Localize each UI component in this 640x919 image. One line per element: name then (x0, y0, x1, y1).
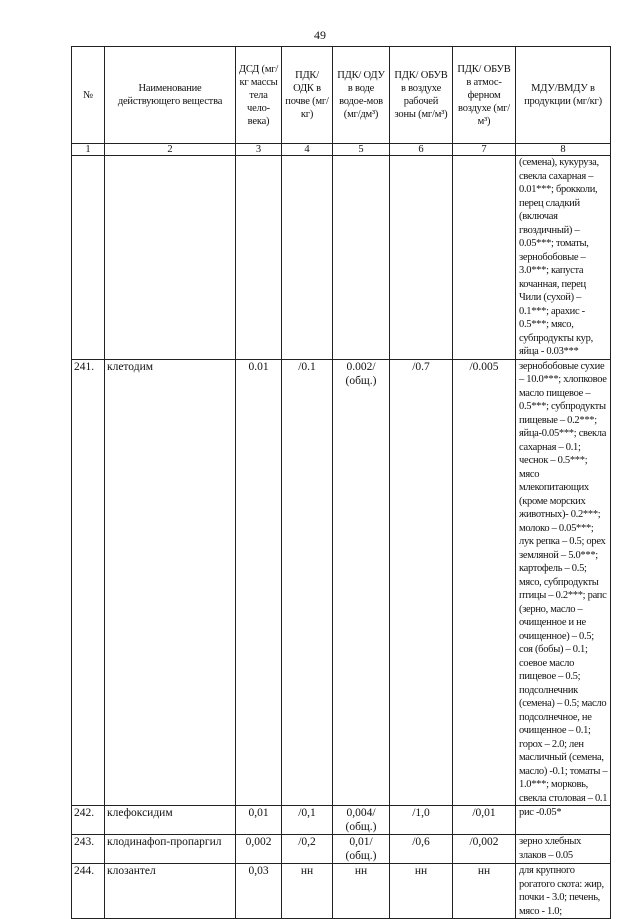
page-number: 49 (314, 28, 326, 42)
work-air-value: /0,6 (390, 835, 453, 864)
column-number: 1 (72, 144, 105, 156)
header-water: ПДК/ ОДУ в воде водое-мов (мг/дм³) (333, 47, 390, 144)
row-number: 242. (72, 806, 105, 835)
atm-air-value: /0.005 (453, 359, 516, 806)
substance-name: клефоксидим (105, 806, 236, 835)
mdu-continuation: (семена), кукуруза, свекла сахарная – 0.01***; брокколи, перец сладкий (включая гвоздичный) – 0.05***; томаты, зернобобовые – 3.0***; капуста кочанная, перец Чили (сухой) – 0.1***; арахис - 0.5***; мясо, субпродукты кур, яйца - 0.03*** (516, 156, 611, 360)
header-work-air: ПДК/ ОБУВ в воздухе рабочей зоны (мг/м³) (390, 47, 453, 144)
header-soil: ПДК/ ОДК в почве (мг/кг) (282, 47, 333, 144)
table-row-continuation (72, 156, 611, 360)
work-air-value: /1,0 (390, 806, 453, 835)
soil-value: /0,1 (282, 806, 333, 835)
pesticide-table (71, 46, 611, 919)
column-number: 3 (236, 144, 282, 156)
table-row (72, 806, 611, 835)
table-row (72, 359, 611, 806)
atm-air-value: /0,002 (453, 835, 516, 864)
mdu-value: зерно хлебных злаков – 0.05 (516, 835, 611, 864)
column-number-row (72, 144, 611, 156)
column-number: 6 (390, 144, 453, 156)
header-name: Наименование действующего вещества (105, 47, 236, 144)
substance-name: клодинафоп-пропаргил (105, 835, 236, 864)
header-mdu: МДУ/ВМДУ в продукции (мг/кг) (516, 47, 611, 144)
column-number: 4 (282, 144, 333, 156)
mdu-value: рис -0.05* (516, 806, 611, 835)
work-air-value: нн (390, 864, 453, 919)
row-number: 241. (72, 359, 105, 806)
row-number: 243. (72, 835, 105, 864)
substance-name: клетодим (105, 359, 236, 806)
dsd-value: 0,01 (236, 806, 282, 835)
column-number: 8 (516, 144, 611, 156)
water-value: 0.002/ (общ.) (333, 359, 390, 806)
mdu-value: зернобобовые сухие – 10.0***; хлопковое масло пищевое – 0.5***; субпродукты пищевые – 0.2***; яйца-0.05***; свекла сахарная – 0.1; чеснок – 0.5***; мясо млекопитающих (кроме морских животных)- 0.2***; молоко – 0.05***; лук репка – 0.5; орех земляной – 5.0***; картофель – 0.5; мясо, субпродукты птицы – 0.2***; рапс (зерно, масло – очищенное и не очищенное) – 0.5; соя (бобы) – 0.1; соевое масло пищевое – 0.5; подсолнечник (семена) – 0.5; масло подсолнечное, не очищенное – 0.1; горох – 2.0; лен масличный (семена, масло) -0.1; томаты – 1.0***; морковь, свекла столовая – 0.1 (516, 359, 611, 806)
table-row (72, 835, 611, 864)
header-dsd: ДСД (мг/кг массы тела чело-века) (236, 47, 282, 144)
mdu-value: для крупного рогатого скота: жир, почки - 3.0; печень, мясо - 1.0; (516, 864, 611, 919)
water-value: 0,004/ (общ.) (333, 806, 390, 835)
dsd-value: 0.01 (236, 359, 282, 806)
table-header-row (72, 47, 611, 144)
table-row (72, 864, 611, 919)
work-air-value: /0.7 (390, 359, 453, 806)
dsd-value: 0,002 (236, 835, 282, 864)
column-number: 7 (453, 144, 516, 156)
atm-air-value: нн (453, 864, 516, 919)
dsd-value: 0,03 (236, 864, 282, 919)
water-value: нн (333, 864, 390, 919)
soil-value: нн (282, 864, 333, 919)
atm-air-value: /0,01 (453, 806, 516, 835)
column-number: 5 (333, 144, 390, 156)
soil-value: /0,2 (282, 835, 333, 864)
water-value: 0,01/ (общ.) (333, 835, 390, 864)
row-number: 244. (72, 864, 105, 919)
header-number: № (72, 47, 105, 144)
substance-name: клозантел (105, 864, 236, 919)
soil-value: /0.1 (282, 359, 333, 806)
header-atm-air: ПДК/ ОБУВ в атмос-ферном воздухе (мг/м³) (453, 47, 516, 144)
column-number: 2 (105, 144, 236, 156)
